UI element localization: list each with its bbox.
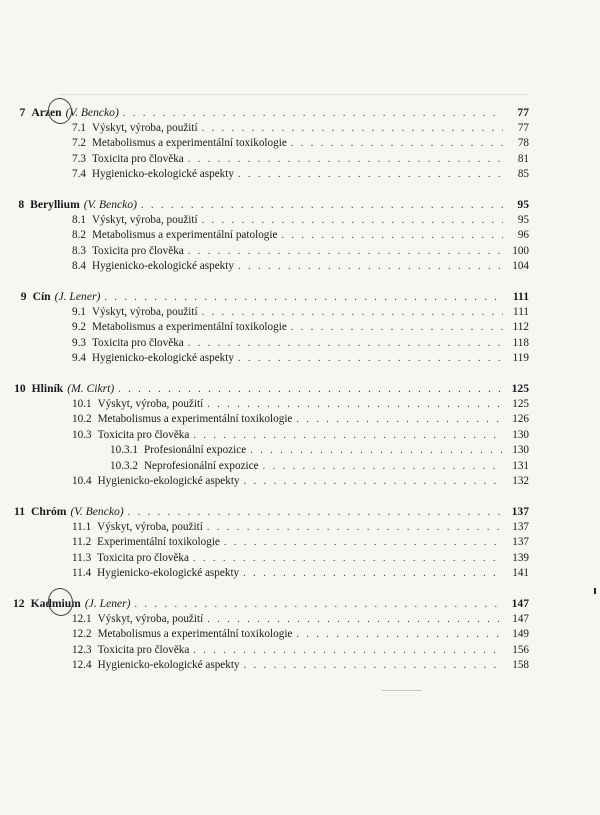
chapter-author: (J. Lener) <box>84 597 131 611</box>
dot-leader <box>202 305 503 321</box>
section-page-number: 118 <box>512 336 529 349</box>
section-number: 10.3.2 <box>110 459 138 472</box>
dot-leader <box>202 213 503 229</box>
section-page-number: 81 <box>517 152 529 165</box>
section-page-number: 147 <box>512 612 529 625</box>
section-title: Toxicita pro člověka <box>97 551 189 564</box>
dot-leader <box>243 566 503 582</box>
dot-leader <box>291 136 503 152</box>
section-title: Hygienicko-ekologické aspekty <box>91 260 234 273</box>
dot-leader <box>135 597 503 613</box>
section-number: 8.4 <box>72 260 86 273</box>
dot-leader <box>141 198 503 214</box>
section-page-number: 158 <box>512 659 529 672</box>
chapter-title: Chróm <box>31 505 67 519</box>
section-number: 10.3.1 <box>110 444 138 457</box>
dot-leader <box>128 505 503 521</box>
dot-leader <box>238 167 503 183</box>
chapter-author: (M. Cikrt) <box>67 381 115 395</box>
toc-chapter-heading <box>0 289 600 305</box>
toc-section <box>0 566 600 582</box>
scan-rule <box>58 94 528 95</box>
chapter-author: (V. Bencko) <box>83 197 137 211</box>
toc-chapter-heading <box>0 197 600 213</box>
toc-section <box>0 520 600 536</box>
toc-section <box>0 121 600 137</box>
toc-section <box>0 136 600 152</box>
dot-leader <box>118 382 503 398</box>
toc-subsection <box>0 443 600 459</box>
section-number: 12.2 <box>72 628 92 641</box>
chapter-page-number: 125 <box>511 381 529 395</box>
toc-section <box>0 336 600 352</box>
section-number: 7.1 <box>72 121 86 134</box>
section-number: 9.3 <box>72 336 86 349</box>
toc-section <box>0 627 600 643</box>
dot-leader <box>224 535 503 551</box>
dot-leader <box>193 643 503 659</box>
section-number: 11.3 <box>72 551 92 564</box>
dot-leader <box>188 152 503 168</box>
section-page-number: 132 <box>512 475 529 488</box>
chapter-page-number: 137 <box>511 505 529 519</box>
section-title: Výskyt, výroba, použití <box>91 121 198 134</box>
chapter-title: Arzen <box>31 106 62 119</box>
chapter-page-number: 147 <box>511 597 529 611</box>
toc-section <box>0 474 600 490</box>
section-number: 12.1 <box>72 612 92 625</box>
dot-leader <box>296 412 503 428</box>
toc-section <box>0 244 600 260</box>
chapter-page-number: 77 <box>517 106 529 119</box>
section-title: Metabolismus a experimentální toxikologie <box>91 321 287 334</box>
section-number: 10.2 <box>72 413 92 426</box>
chapter-title: Cín <box>32 289 51 303</box>
section-number: 9.4 <box>72 352 86 365</box>
dot-leader <box>250 443 503 459</box>
toc-chapter-heading <box>0 596 600 612</box>
section-page-number: 137 <box>512 520 529 533</box>
toc-chapter <box>0 381 600 490</box>
toc-section <box>0 551 600 567</box>
toc-chapter <box>0 504 600 582</box>
toc-chapter <box>0 105 600 183</box>
section-number: 10.4 <box>72 475 92 488</box>
section-page-number: 78 <box>517 137 529 150</box>
toc-section <box>0 320 600 336</box>
dot-leader <box>238 259 503 275</box>
chapter-number: 8 <box>18 197 25 211</box>
toc-chapter-heading <box>0 504 600 520</box>
section-title: Metabolismus a experimentální toxikologie <box>97 413 293 426</box>
toc-chapter-heading <box>0 381 600 397</box>
section-title: Metabolismus a experimentální toxikologie <box>91 137 287 150</box>
section-page-number: 130 <box>512 428 529 441</box>
chapter-number: 11 <box>14 505 26 519</box>
toc-section <box>0 228 600 244</box>
toc-chapter <box>0 596 600 674</box>
section-number: 10.1 <box>72 397 92 410</box>
dot-leader <box>123 106 503 122</box>
chapter-title: Beryllium <box>30 197 80 211</box>
section-number: 7.3 <box>72 152 86 165</box>
chapter-page-number: 95 <box>517 197 529 211</box>
dot-leader <box>244 658 503 674</box>
dot-leader <box>193 428 503 444</box>
section-title: Toxicita pro člověka <box>91 244 184 257</box>
dot-leader <box>281 228 503 244</box>
section-title: Výskyt, výroba, použití <box>97 397 204 410</box>
chapter-page-number: 111 <box>512 289 529 303</box>
toc-subsection <box>0 459 600 475</box>
section-title: Toxicita pro člověka <box>97 428 190 441</box>
section-number: 8.1 <box>72 213 86 226</box>
chapter-number: 9 <box>20 289 27 303</box>
toc-section <box>0 259 600 275</box>
dot-leader <box>207 520 503 536</box>
section-title: Výskyt, výroba, použití <box>91 213 198 226</box>
section-page-number: 141 <box>512 567 529 580</box>
section-title: Metabolismus a experimentální toxikologie <box>97 628 293 641</box>
dot-leader <box>263 459 503 475</box>
chapter-author: (V. Bencko) <box>65 106 119 119</box>
toc-section <box>0 428 600 444</box>
section-number: 12.3 <box>72 643 92 656</box>
section-number: 9.1 <box>72 305 86 318</box>
section-page-number: 77 <box>517 121 529 134</box>
chapter-title: Kadmium <box>30 597 81 611</box>
dot-leader <box>207 397 503 413</box>
dot-leader <box>291 320 503 336</box>
dot-leader <box>202 121 503 137</box>
section-title: Hygienicko-ekologické aspekty <box>91 168 234 181</box>
section-title: Profesionální expozice <box>143 444 247 457</box>
section-number: 7.2 <box>72 137 86 150</box>
table-of-contents <box>0 105 600 688</box>
chapter-author: (J. Lener) <box>54 289 101 303</box>
dot-leader <box>193 551 503 567</box>
toc-section <box>0 167 600 183</box>
section-title: Neprofesionální expozice <box>143 459 259 472</box>
toc-section <box>0 397 600 413</box>
section-page-number: 95 <box>517 213 529 226</box>
scan-edge-mark <box>594 588 596 594</box>
toc-section <box>0 612 600 628</box>
section-page-number: 104 <box>512 260 529 273</box>
section-number: 8.3 <box>72 244 86 257</box>
section-page-number: 139 <box>512 551 529 564</box>
section-number: 11.4 <box>72 567 92 580</box>
section-page-number: 131 <box>512 459 529 472</box>
section-page-number: 130 <box>512 444 529 457</box>
toc-chapter <box>0 289 600 367</box>
toc-chapter-heading <box>0 105 600 121</box>
toc-section <box>0 643 600 659</box>
section-page-number: 100 <box>512 244 529 257</box>
dot-leader <box>104 290 503 306</box>
section-title: Metabolismus a experimentální patologie <box>91 229 278 242</box>
section-number: 10.3 <box>72 428 92 441</box>
chapter-number: 10 <box>14 381 26 395</box>
section-page-number: 119 <box>512 352 529 365</box>
toc-section <box>0 351 600 367</box>
dot-leader <box>188 336 503 352</box>
section-title: Hygienicko-ekologické aspekty <box>97 659 240 672</box>
section-number: 11.2 <box>72 536 92 549</box>
chapter-number: 7 <box>19 106 26 119</box>
toc-section <box>0 152 600 168</box>
section-number: 7.4 <box>72 168 86 181</box>
toc-section <box>0 412 600 428</box>
toc-section <box>0 658 600 674</box>
section-number: 11.1 <box>72 520 92 533</box>
dot-leader <box>207 612 503 628</box>
section-page-number: 111 <box>513 305 529 318</box>
dot-leader <box>238 351 503 367</box>
toc-section <box>0 213 600 229</box>
toc-section <box>0 535 600 551</box>
dot-leader <box>244 474 503 490</box>
section-page-number: 126 <box>512 413 529 426</box>
section-title: Výskyt, výroba, použití <box>97 612 204 625</box>
section-page-number: 112 <box>512 321 529 334</box>
section-title: Experimentální toxikologie <box>97 536 220 549</box>
chapter-author: (V. Bencko) <box>70 505 124 519</box>
chapter-number: 12 <box>12 597 25 611</box>
section-number: 9.2 <box>72 321 86 334</box>
section-title: Výskyt, výroba, použití <box>97 520 203 533</box>
dot-leader <box>296 627 503 643</box>
section-number: 12.4 <box>72 659 92 672</box>
section-page-number: 149 <box>512 628 529 641</box>
chapter-title: Hliník <box>31 381 64 395</box>
section-title: Výskyt, výroba, použití <box>91 305 198 318</box>
section-page-number: 85 <box>517 168 529 181</box>
section-page-number: 156 <box>512 643 529 656</box>
section-number: 8.2 <box>72 229 86 242</box>
dot-leader <box>188 244 503 260</box>
toc-chapter <box>0 197 600 275</box>
section-title: Hygienicko-ekologické aspekty <box>91 352 234 365</box>
section-page-number: 96 <box>517 229 529 242</box>
section-page-number: 137 <box>512 536 529 549</box>
toc-section <box>0 305 600 321</box>
pencil-mark <box>382 690 422 691</box>
section-title: Hygienicko-ekologické aspekty <box>97 475 240 488</box>
section-title: Hygienicko-ekologické aspekty <box>97 567 240 580</box>
section-title: Toxicita pro člověka <box>91 152 184 165</box>
section-page-number: 125 <box>512 397 529 410</box>
section-title: Toxicita pro člověka <box>97 643 190 656</box>
section-title: Toxicita pro člověka <box>91 336 184 349</box>
